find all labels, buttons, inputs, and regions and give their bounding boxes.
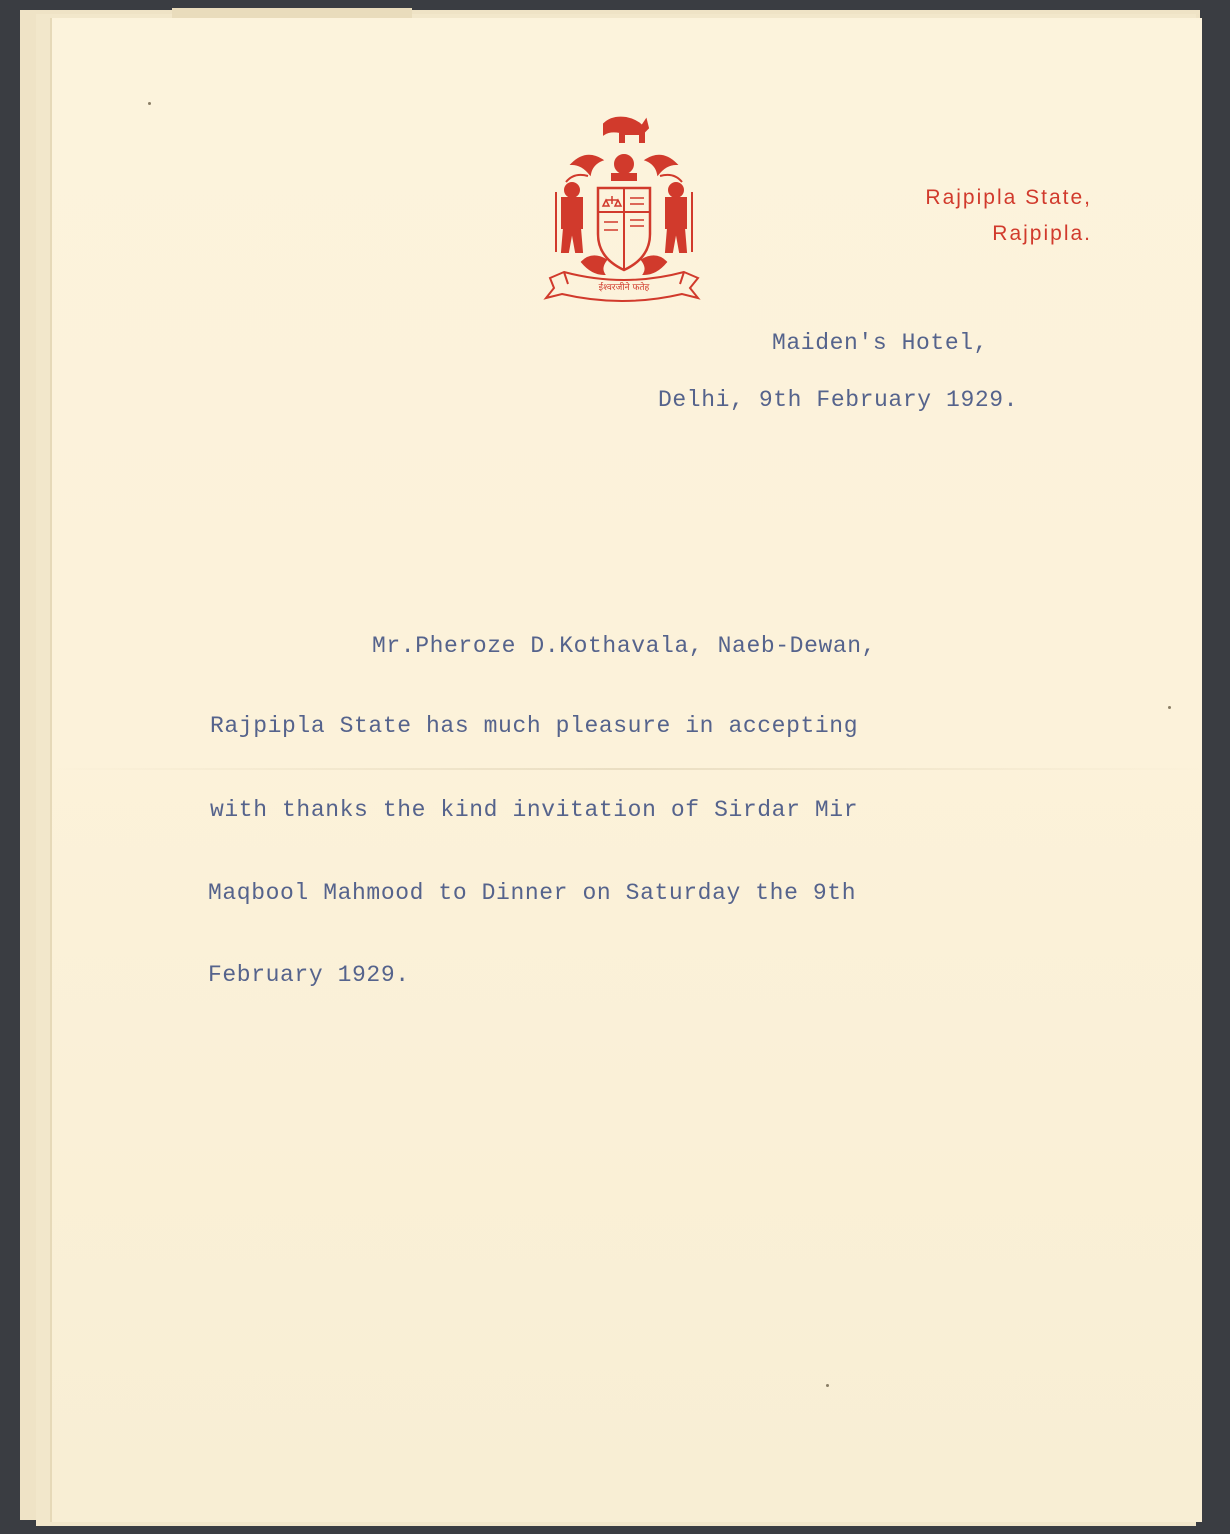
- body-line: Maqbool Mahmood to Dinner on Saturday the 9th: [208, 880, 857, 906]
- address-line-1: Maiden's Hotel,: [772, 330, 989, 356]
- letterhead: [925, 180, 1092, 252]
- paper-speck: [826, 1384, 829, 1387]
- body-line: with thanks the kind invitation of Sirdar Mir: [210, 797, 859, 823]
- letter-sheet: [52, 18, 1202, 1522]
- letterhead-line-1: Rajpipla State,: [925, 186, 1092, 209]
- paper-speck: [1168, 706, 1171, 709]
- fold-line: [52, 768, 1202, 770]
- coat-of-arms-icon: [542, 102, 706, 302]
- address-line-2: Delhi, 9th February 1929.: [658, 387, 1019, 413]
- body-line: Rajpipla State has much pleasure in accepting: [210, 713, 859, 739]
- body-line: February 1929.: [208, 962, 410, 988]
- body-line: Mr.Pheroze D.Kothavala, Naeb-Dewan,: [372, 633, 877, 659]
- paper-speck: [148, 102, 151, 105]
- letterhead-line-2: Rajpipla.: [992, 222, 1092, 245]
- crest-motto: ईश्वरजीने फतेह: [598, 283, 650, 293]
